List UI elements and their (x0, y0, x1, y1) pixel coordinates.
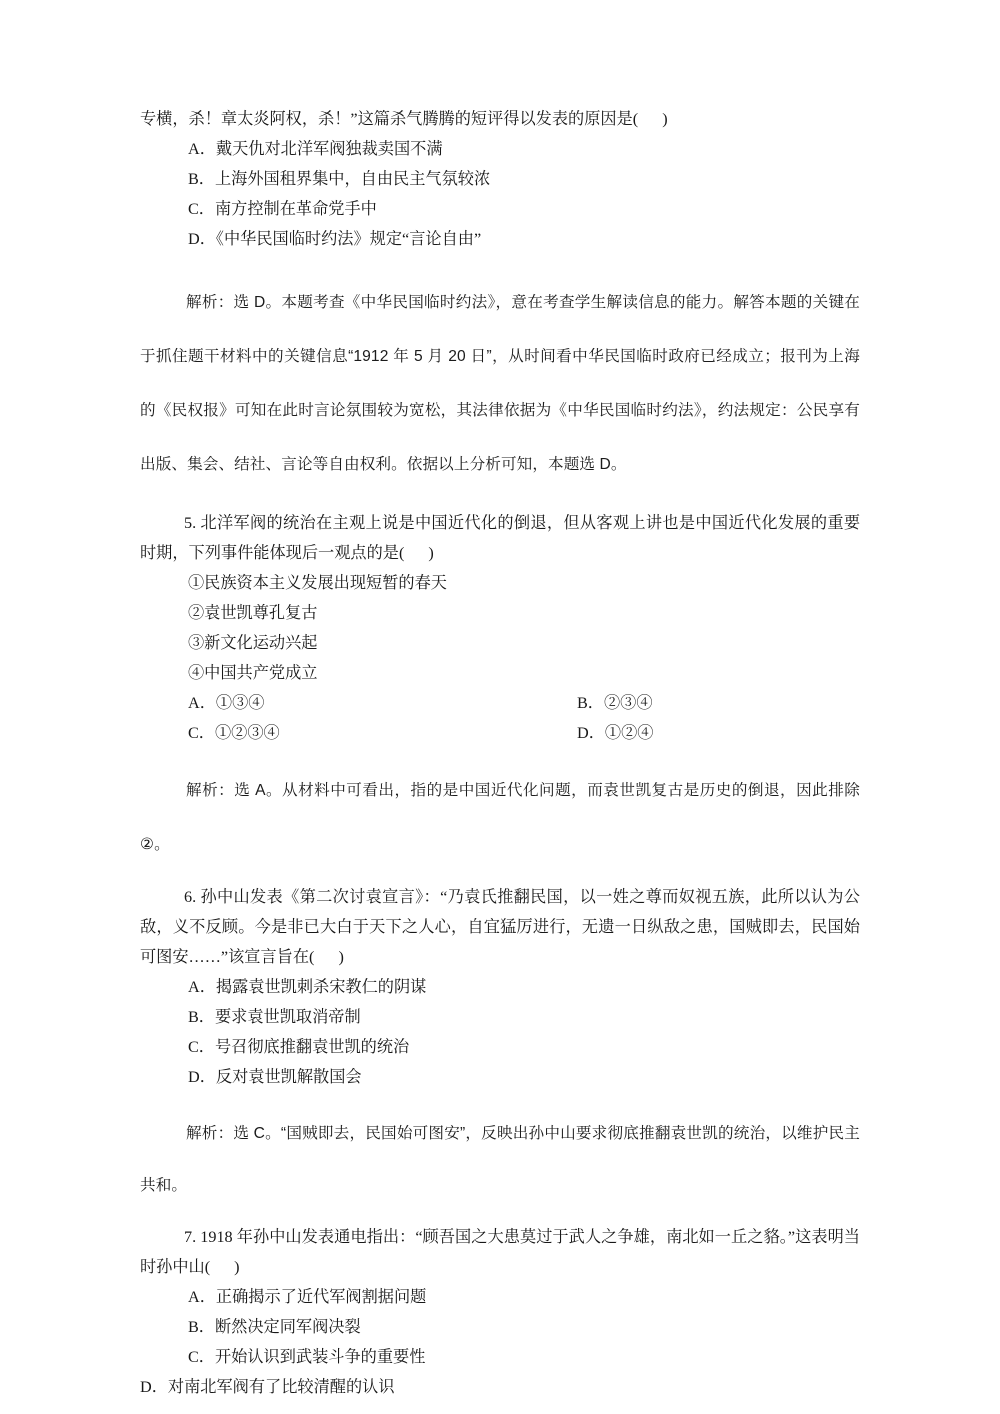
question-5-option-b[interactable]: B．②③④ (577, 694, 653, 712)
question-5-subitem-1: ①民族资本主义发展出现短暂的春天 (188, 574, 447, 592)
question-5-options-row-2 (140, 718, 860, 748)
question-4-block (140, 104, 860, 254)
question-6-number: 6. (184, 888, 197, 906)
question-4-option-a[interactable]: A．戴天仇对北洋军阀独裁卖国不满 (188, 140, 443, 158)
question-5-stem-close: ) (428, 544, 434, 562)
question-7-stem-close: ) (234, 1258, 240, 1276)
question-7-option-a[interactable]: A．正确揭示了近代军阀割据问题 (188, 1288, 427, 1306)
spacer (140, 872, 860, 882)
question-5-subitem-4: ④中国共产党成立 (188, 664, 318, 682)
spacer (140, 1212, 860, 1222)
question-5-stem-text: 北洋军阀的统治在主观上说是中国近代化的倒退，但从客观上讲也是中国近代化发展的重要时期，下列事件能体现后一观点的是( (140, 514, 861, 562)
question-5-block (140, 508, 860, 748)
question-7-stem (140, 1222, 860, 1282)
question-6-block (140, 882, 860, 1092)
question-7-option-d[interactable]: D．对南北军阀有了比较清醒的认识 (140, 1378, 395, 1396)
spacer (140, 748, 860, 764)
spacer (140, 1092, 860, 1108)
question-6-stem-text: 孙中山发表《第二次讨袁宣言》：“乃袁氏推翻民国，以一姓之尊而奴视五族，此所以认为公敌，义不反顾。今是非已大白于天下之人心，自宜猛厉进行，无遗一日纵敌之患，国贼即去，民国始可图安……”该宣言旨在( (140, 888, 860, 966)
question-6-stem (140, 882, 860, 972)
question-7-option-c[interactable]: C．开始认识到武装斗争的重要性 (188, 1348, 426, 1366)
question-4-stem-close: ) (662, 110, 668, 128)
question-5-option-d[interactable]: D．①②④ (577, 724, 654, 742)
question-6-option-a[interactable]: A．揭露袁世凯刺杀宋教仁的阴谋 (188, 978, 427, 996)
question-4-option-c[interactable]: C．南方控制在革命党手中 (188, 200, 377, 218)
question-7-number: 7. (184, 1228, 197, 1246)
question-4-explanation: 解析：选 D。本题考查《中华民国临时约法》，意在考查学生解读信息的能力。解答本题的关键在于抓住题干材料中的关键信息“1912 年 5 月 20 日”，从时间看中华民国临时政府已经成立；报刊为上海的《民权报》可知在此时言论氛围较为宽松，其法律依据为《中华民国临时约法》，约法规定：公民享有出版、集会、结社、言论等自由权利。依据以上分析可知，本题选 D。 (140, 294, 860, 473)
question-5-options-row-1 (140, 688, 860, 718)
question-5-subitem-2: ②袁世凯尊孔复古 (188, 604, 318, 622)
spacer (140, 254, 860, 276)
question-5-option-a[interactable]: A．①③④ (188, 694, 265, 712)
question-5-explanation: 解析：选 A。从材料中可看出，指的是中国近代化问题，而袁世凯复古是历史的倒退，因此排除②。 (140, 782, 860, 853)
question-4-option-d[interactable]: D．《中华民国临时约法》规定“言论自由” (188, 230, 482, 248)
question-5-stem (140, 508, 860, 568)
question-7-block (140, 1222, 860, 1402)
question-6-option-b[interactable]: B．要求袁世凯取消帝制 (188, 1008, 361, 1026)
question-5-subitem-3: ③新文化运动兴起 (188, 634, 318, 652)
spacer (140, 492, 860, 508)
question-6-explanation: 解析：选 C。“国贼即去，民国始可图安”，反映出孙中山要求彻底推翻袁世凯的统治，以维护民主共和。 (140, 1125, 860, 1194)
question-5-number: 5. (184, 514, 197, 532)
question-7-stem-text: 1918 年孙中山发表通电指出：“顾吾国之大患莫过于武人之争雄，南北如一丘之貉。”这表明当时孙中山( (140, 1228, 860, 1276)
page-content (140, 104, 860, 1402)
question-7-option-b[interactable]: B．断然决定同军阀决裂 (188, 1318, 361, 1336)
question-4-stem-text: 专横，杀！章太炎阿权，杀！”这篇杀气腾腾的短评得以发表的原因是( (140, 110, 639, 128)
question-6-stem-close: ) (338, 948, 344, 966)
question-6-option-c[interactable]: C．号召彻底推翻袁世凯的统治 (188, 1038, 410, 1056)
question-6-option-d[interactable]: D．反对袁世凯解散国会 (188, 1068, 362, 1086)
question-5-option-c[interactable]: C．①②③④ (188, 724, 280, 742)
question-4-stem (140, 104, 860, 134)
question-4-option-b[interactable]: B．上海外国租界集中，自由民主气氛较浓 (188, 170, 491, 188)
